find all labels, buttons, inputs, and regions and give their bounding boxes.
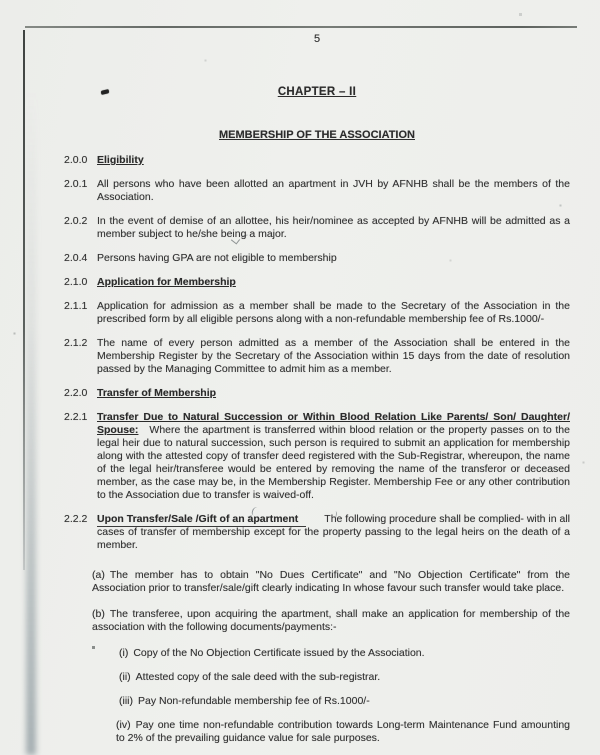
roman-item-ii — [119, 671, 570, 684]
roman-item-text: Pay Non-refundable membership fee of Rs.1000/- — [138, 695, 370, 707]
clause-row-2-2-2 — [64, 513, 570, 552]
clause-number: 2.1.1 — [64, 300, 88, 312]
clause-text: All persons who have been allotted an apartment in JVH by AFNHB shall be the members of the Association. — [97, 178, 570, 203]
clause-row-2-1-2 — [64, 337, 570, 376]
clause-row-2-1-1 — [64, 300, 570, 326]
sub-item-a — [92, 569, 570, 595]
roman-item-text: Pay one time non-refundable contribution towards Long-term Maintenance Fund amounting to 2% of the prevailing guidance value for sale purposes. — [116, 719, 570, 744]
clause-number: 2.0.4 — [64, 252, 88, 264]
roman-item-text: Attested copy of the sale deed with the sub-registrar. — [135, 671, 381, 683]
scan-specks — [0, 0, 1, 1]
chapter-title: CHAPTER – II — [277, 86, 357, 98]
sub-item-text: The transferee, upon acquiring the apartment, shall make an application for membership of the association with the following documents/payments:- — [92, 608, 570, 633]
clause-text: Persons having GPA are not eligible to membership — [97, 252, 337, 264]
document-content — [64, 26, 570, 745]
roman-item-label: (iii) — [119, 695, 133, 707]
clause-heading: Application for Membership — [97, 276, 236, 288]
clause-row-2-0-2 — [64, 215, 570, 241]
clause-text: The following procedure shall be complied- with in all cases of transfer of membership except for the property passing to the legal heirs on the death of a member. — [97, 513, 571, 551]
clause-heading: Transfer of Membership — [97, 387, 217, 399]
roman-item-text: Copy of the No Objection Certificate issued by the Association. — [133, 647, 425, 659]
clause-text: Where the apartment is transferred within blood relation or the property passes on to the legal heir due to natural succession, such person is required to submit an application for membership along with the attested copy of transfer deed registered with the Sub-Registrar, whereupon, the name of the legal heir/transferee would be entered by removing the name of the transferor or deceased member, as the case may be, in the Membership Register. Membership Fee or any other contribution to the Association due to transfer is waived-off. — [97, 424, 570, 501]
roman-item-label: (ii) — [119, 671, 131, 683]
roman-item-label: (i) — [119, 647, 129, 659]
roman-item-iv — [116, 719, 570, 745]
clause-number: 2.0.2 — [64, 215, 88, 227]
section-title: MEMBERSHIP OF THE ASSOCIATION — [219, 129, 415, 141]
clause-number: 2.1.0 — [64, 276, 88, 288]
clause-number: 2.2.2 — [64, 513, 88, 525]
clause-text: The name of every person admitted as a member of the Association shall be entered in the Membership Register by the Secretary of the Association within 15 days from the date of resolution passed by the Managing Committee to admit him as a member. — [97, 337, 570, 375]
sub-item-text: The member has to obtain "No Dues Certificate" and "No Objection Certificate" from the Association prior to transfer/sale/gift clearly indicating In whose favour such transfer would take place. — [92, 569, 570, 594]
clause-row-2-0-1 — [64, 178, 570, 204]
clause-heading: Eligibility — [97, 154, 144, 166]
sub-item-label: (b) — [92, 608, 105, 620]
clause-heading: Transfer Due to Natural Succession or Within Blood Relation Like Parents/ Son/ Daughter/ Spouse: — [97, 411, 570, 436]
clause-number: 2.2.0 — [64, 387, 88, 399]
clause-number: 2.0.1 — [64, 178, 88, 190]
clause-text: Application for admission as a member shall be made to the Secretary of the Association in the prescribed form by all eligible persons along with a non-refundable membership fee of Rs.1000/- — [97, 300, 570, 325]
clause-list — [64, 154, 570, 745]
clause-text: In the event of demise of an allottee, his heir/nominee as accepted by AFNHB will be admitted as a member subject to he/she being a major. — [97, 215, 570, 240]
roman-item-iii — [119, 695, 570, 708]
clause-heading: Upon Transfer/Sale /Gift of an apartment — [97, 513, 306, 527]
clause-row-2-0-0 — [64, 154, 570, 167]
clause-row-2-0-4 — [64, 252, 570, 265]
clause-number: 2.2.1 — [64, 411, 88, 423]
clause-row-2-1-0 — [64, 276, 570, 289]
sub-item-label: (a) — [92, 569, 105, 581]
roman-item-i — [119, 647, 570, 660]
page-border-left — [23, 30, 25, 570]
clause-number: 2.1.2 — [64, 337, 88, 349]
page-number: 5 — [313, 33, 321, 45]
sub-item-b — [92, 608, 570, 634]
clause-number: 2.0.0 — [64, 154, 88, 166]
roman-item-label: (iv) — [116, 719, 131, 731]
scan-smudge-left — [26, 90, 36, 755]
clause-row-2-2-1 — [64, 411, 570, 502]
clause-row-2-2-0 — [64, 387, 570, 400]
